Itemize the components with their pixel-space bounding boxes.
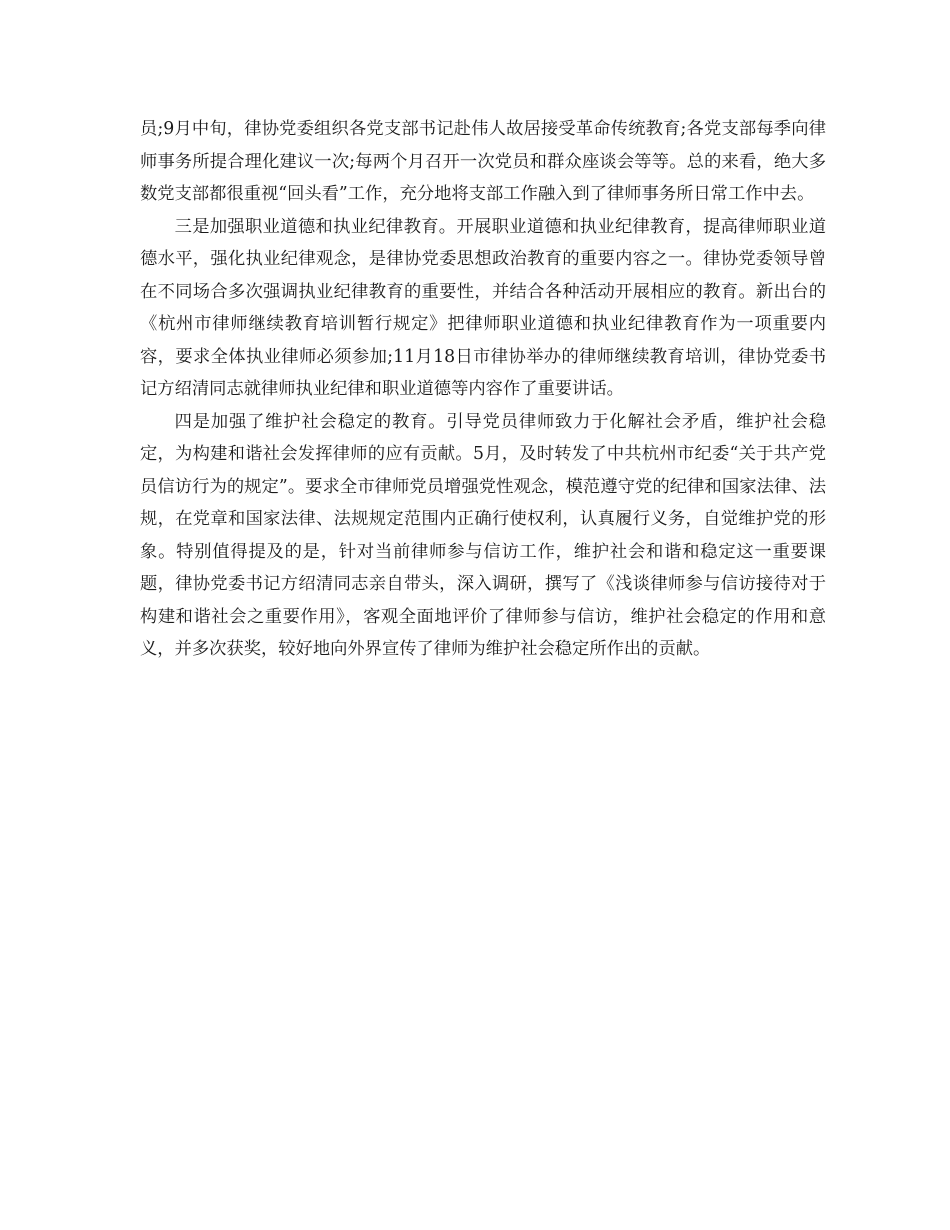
paragraph-social-stability: 四是加强了维护社会稳定的教育。引导党员律师致力于化解社会矛盾，维护社会稳定，为构建和谐社会发挥律师的应有贡献。5月，及时转发了中共杭州市纪委“关于共产党员信访行为的规定”。要求全市律师党员增强党性观念，模范遵守党的纪律和国家法律、法规，在党章和国家法律、法规规定范围内正确行使权利，认真履行义务，自觉维护党的形象。特别值得提及的是，针对当前律师参与信访工作，维护社会和谐和稳定这一重要课题，律协党委书记方绍清同志亲自带头，深入调研，撰写了《浅谈律师参与信访接待对于构建和谐社会之重要作用》，客观全面地评价了律师参与信访，维护社会稳定的作用和意义，并多次获奖，较好地向外界宣传了律师为维护社会稳定所作出的贡献。 (140, 411, 826, 659)
paragraph-continuation: 员;9月中旬，律协党委组织各党支部书记赴伟人故居接受革命传统教育;各党支部每季向律师事务所提合理化建议一次;每两个月召开一次党员和群众座谈会等等。总的来看，绝大多数党支部都很重视“回头看”工作，充分地将支部工作融入到了律师事务所日常工作中去。 (140, 119, 826, 204)
document-body (140, 113, 826, 666)
paragraph-professional-ethics: 三是加强职业道德和执业纪律教育。开展职业道德和执业纪律教育，提高律师职业道德水平，强化执业纪律观念，是律协党委思想政治教育的重要内容之一。律协党委领导曾在不同场合多次强调执业纪律教育的重要性，并结合各种活动开展相应的教育。新出台的《杭州市律师继续教育培训暂行规定》把律师职业道德和执业纪律教育作为一项重要内容，要求全体执业律师必须参加;11月18日市律协举办的律师继续教育培训，律协党委书记方绍清同志就律师执业纪律和职业道德等内容作了重要讲话。 (140, 216, 826, 399)
